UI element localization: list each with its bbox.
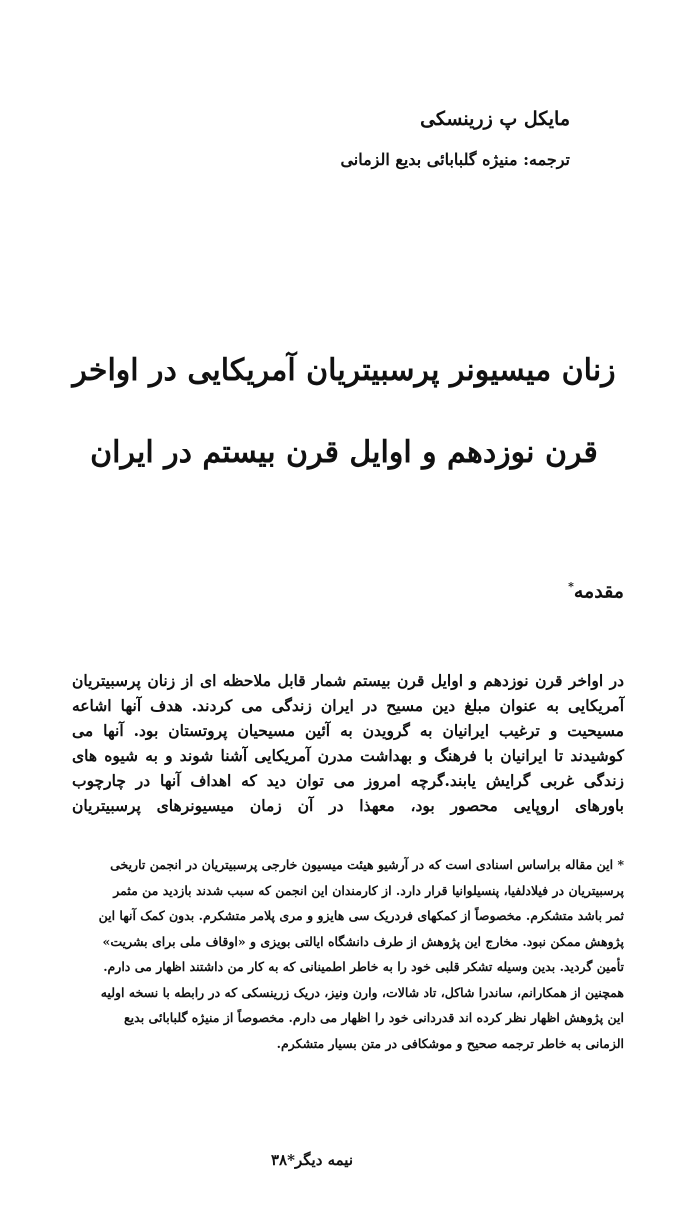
footnote-line: ثمر باشد متشکرم. مخصوصاً از کمکهای فردریک سی هایزو و مری پلامر متشکرم. بدون کمک آنها این — [98, 908, 624, 923]
article-title — [40, 330, 648, 494]
footnote-line: پرسبیتریان در فیلادلفیا، پنسیلوانیا قرار دارد. از کارمندان این انجمن که سبب شدند بازدید من مثمر — [113, 882, 624, 898]
footnote — [60, 852, 624, 1056]
article-title-line-2: قرن نوزدهم و اوایل قرن بیستم در ایران — [90, 435, 598, 470]
article-title-line-1: زنان میسیونر پرسبیتریان آمریکایی در اواخر — [72, 353, 616, 388]
footnote-line: * این مقاله براساس اسنادی است که در آرشیو هیئت میسیون خارجی پرسبیتریان در انجمن تاریخی — [110, 857, 624, 872]
page-footer: نیمه دیگر*۳۸ — [270, 1151, 354, 1169]
footnote-line: الزمانی به خاطر ترجمه صحیح و موشکافی در متن بسیار متشکرم. — [276, 1035, 624, 1051]
author-name: مایکل پ زرینسکی — [420, 108, 570, 130]
translator-credit: ترجمه: منیژه گلبابائی بدیع الزمانی — [340, 150, 570, 169]
section-heading — [568, 580, 624, 602]
footnote-line: تأمین گردید. بدین وسیله تشکر قلبی خود را به خاطر اطمینانی که به کار من داشتند اظهار می دارم. — [103, 959, 624, 974]
footnote-line: همچنین از همکارانم، ساندرا شاکل، تاد شالات، وارن ونیز، دریک زرینسکی که در رابطه با نسخه اولیه — [100, 984, 624, 1000]
section-heading-text: مقدمه — [573, 580, 624, 603]
footnote-marker: * — [568, 580, 574, 593]
body-paragraph: در اواخر قرن نوزدهم و اوایل قرن بیستم شمار قابل ملاحظه ای از زنان پرسبیتریان آمریکایی به عنوان مبلغ دین مسیح در ایران زندگی می کردند. هدف آنها اشاعه مسیحیت و ترغیب ایرانیان به گرویدن به آئین مسیحیان پروتستان بود. آنها می کوشیدند تا ایرانیان با فرهنگ و بهداشت مدرن آمریکایی آشنا شوند و به شیوه های زندگی غربی گرایش یابند.گرچه امروز می توان دید که اهداف آنها در چارچوب باورهای اروپایی محصور بود، معهذا در آن زمان میسیونرهای پرسبیتریان — [72, 671, 624, 815]
footnote-line: این پژوهش اظهار نظر کرده اند قدردانی خود را اظهار می دارم. مخصوصاً از منیژه گلبابائی بدیع — [124, 1010, 624, 1025]
footnote-line: پژوهش ممکن نبود. مخارج این پژوهش از طرف دانشگاه ایالتی بویزی و «اوقاف ملی برای بشریت» — [102, 933, 624, 949]
